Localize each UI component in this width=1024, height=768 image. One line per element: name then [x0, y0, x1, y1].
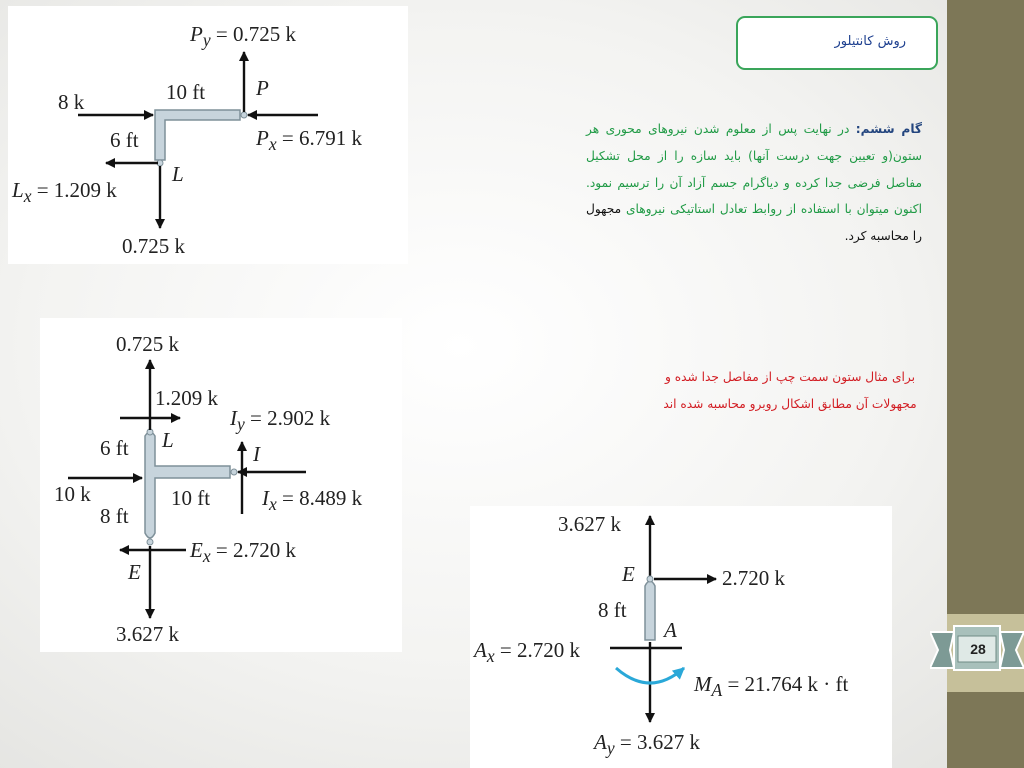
figure-middle-free-body: [40, 318, 402, 652]
title-box: [736, 16, 938, 70]
py-label: $P_y = 0.725$ k: [190, 22, 296, 51]
figure-bottom-free-body: [470, 506, 892, 768]
lx-label: $L_x = 1.209$ k: [12, 178, 117, 207]
load-label: 8 k: [58, 90, 85, 114]
load-label: 10 k: [54, 482, 91, 506]
figure-top-free-body: [8, 6, 408, 264]
top-force-label: 0.725 k: [116, 332, 179, 356]
member: [645, 581, 655, 640]
example-note: برای مثال ستون سمت چپ از مفاصل جدا شده و مجهولات آن مطابق اشکال روبرو محاسبه شده اند: [663, 370, 917, 411]
length-label: 8 ft: [598, 598, 627, 622]
px-label: $P_x = 6.791$ k: [256, 126, 362, 155]
iy-label: $I_y = 2.902$ k: [230, 406, 331, 435]
step-heading: گام ششم:: [855, 122, 922, 136]
bottom-force-label: 3.627 k: [116, 622, 179, 646]
lower-length-label: 8 ft: [100, 504, 129, 528]
ma-label: $M_A = 21.764$ k · ft: [694, 672, 849, 701]
member: [155, 110, 240, 160]
step-paragraph: [586, 116, 922, 250]
ex-label: $E_x = 2.720$ k: [190, 538, 296, 567]
top-force-label: 3.627 k: [558, 512, 621, 536]
ax-label: $A_x = 2.720$ k: [474, 638, 580, 667]
i-label: I: [253, 442, 260, 466]
a-label: A: [664, 618, 677, 642]
ay-label: $A_y = 3.627$ k: [594, 730, 700, 759]
bottom-force-label: 0.725 k: [122, 234, 185, 258]
l-label: L: [172, 162, 184, 186]
ix-label: $I_x = 8.489$ k: [262, 486, 363, 515]
step-body: در نهایت پس از معلوم شدن نیروهای محوری هر ستون(و تعیین جهت درست آنها) باید سازه را از محل تشکیل مفاصل فرضی جدا کرده و دیاگرام جسم آزاد آن را ترسیم نمود. اکنون میتوان با استفاده از روابط تعادل استاتیکی نیروهای: [586, 122, 922, 217]
step-tail: مجهول را محاسبه کرد.: [586, 202, 922, 244]
slide-title: روش کانتیلور: [834, 34, 906, 49]
member: [145, 428, 230, 538]
l-label: L: [162, 428, 174, 452]
beam-length-label: 10 ft: [171, 486, 211, 510]
page-number: 28: [970, 641, 986, 657]
e-force-label: 2.720 k: [722, 566, 785, 590]
e-label: E: [128, 560, 141, 584]
p-label: P: [256, 76, 269, 100]
beam-length-label: 10 ft: [166, 80, 206, 104]
e-label: E: [622, 562, 635, 586]
column-length-label: 6 ft: [110, 128, 139, 152]
upper-length-label: 6 ft: [100, 436, 129, 460]
shear-label: 1.209 k: [155, 386, 218, 410]
